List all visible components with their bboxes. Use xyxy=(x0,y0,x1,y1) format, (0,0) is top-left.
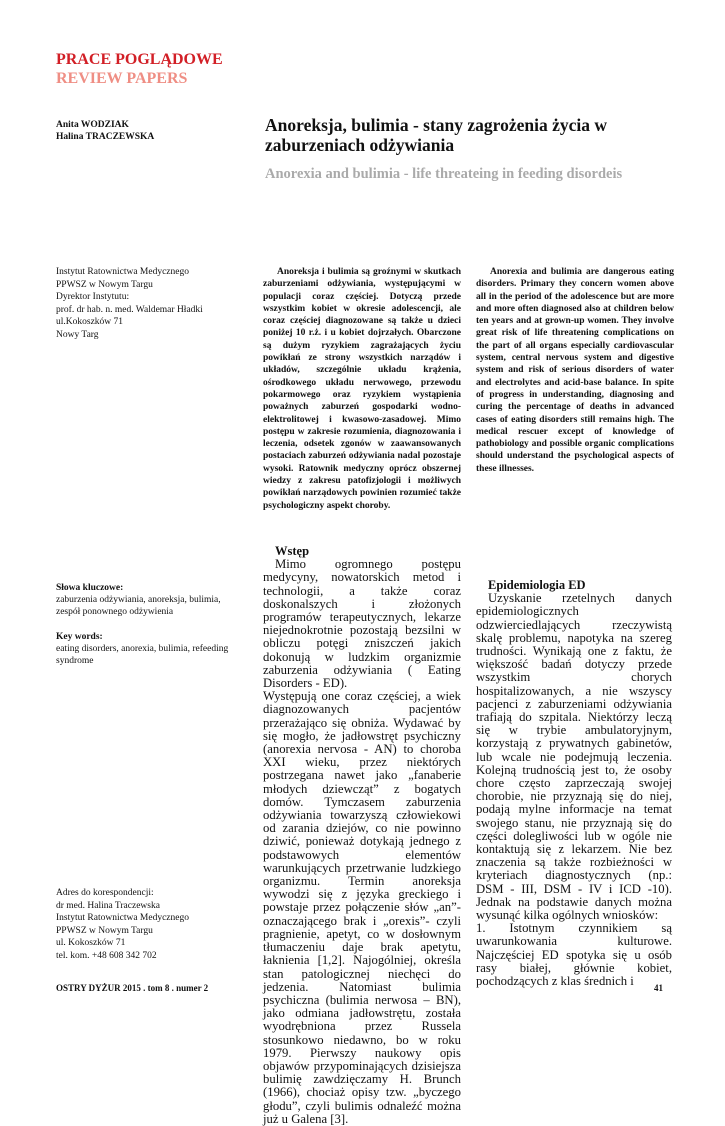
body-column-1 xyxy=(263,545,461,1126)
keywords-en-text: eating disorders, anorexia, bulimia, refeeding syndrome xyxy=(56,643,229,667)
section-title-en: REVIEW PAPERS xyxy=(56,70,188,87)
abstract-en: Anorexia and bulimia are dangerous eating disorders. Primary they concern women above all in the period of the adolescence but are more and more often diagnosed also at children below ten years and at grown-up women. They involve great risk of life threatening complications on the part of all organs especially cardiovascular system, central nervous system and digestive system and risk of serious disorders of water and electrolytes and acid-base balance. In spite of progress in understanding, diagnosing and curing the percentage of deaths in advanced cases of eating disorders still remains high. The medical rescuer except of knowledge of pathobiology and possible organic complications should understand the psychological aspects of these illnesses. xyxy=(476,267,674,474)
author-1: Anita WODZIAK xyxy=(56,120,129,130)
institution-line: PPWSZ w Nowym Targu xyxy=(56,279,153,290)
epidemiology-paragraph-2: 1. Istotnym czynnikiem są uwarunkowania kulturowe. Najczęściej ED spotyka się u osób rasy białej, głównie kobiet, pochodzących z klas średnich i xyxy=(476,921,672,989)
abstract-pl: Anoreksja i bulimia są groźnymi w skutkach zaburzeniami odżywiania, występującymi w populacji coraz częściej. Dotyczą przede wszystkim kobiet w okresie adolescencji, ale coraz częściej diagnozowane są także u dzieci poniżej 10 r.ż. i u kobiet dojrzałych. Obarczone są dużym ryzykiem zagrażających życiu powikłań ze strony wszystkich narządów i układów, szczególnie układu krążenia, ośrodkowego układu nerwowego, przewodu pokarmowego oraz ryzykiem wystąpienia poważnych zaburzeń gospodarki wodno-elektrolitowej i kwasowo-zasadowej. Mimo postępu w zakresie rozumienia, diagnozowania i leczenia, odsetek zgonów w zaawansowanych postaciach zaburzeń odżywiania nadal pozostaje wysoki. Ratownik medyczny oprócz obszernej wiedzy z zakresu patofizjologii i możliwych powikłań narządowych powinien rozumieć także psychologiczny aspekt choroby. xyxy=(263,267,461,511)
intro-paragraph-2: Występują one coraz częściej, a wiek diagnozowanych pacjentów przerażająco się obniża. Wydawać by się mogło, że jadłowstręt psychiczny (anorexia nervosa - AN) to choroba XXI wieku, przez niektórych postrzegana nawet jako „fanaberie młodych dziewcząt” z bogatych domów. Tymczasem zaburzenia odżywiania towarzyszą człowiekowi od zarania dziejów, co nie powinno dziwić, ponieważ dotykają jednego z podstawowych elementów warunkujących przetrwanie ludzkiego organizmu. Termin anoreksja wywodzi się z języka greckiego i powstaje przez połączenie słów „an”-oznaczającego brak i „orexis”- czyli pragnienie, apetyt, co w dosłownym tłumaczeniu daje brak apetytu, łaknienia [1,2]. Najogólniej, określa stan patologicznej niechęci do jedzenia. Natomiast bulimia psychiczna (bulimia nerwosa – BN), jako odmiana jadłowstrętu, została wyodrębniona przez Russela stosunkowo niedawno, bo w roku 1979. Pierwszy naukowy opis objawów przypominających dzisiejsza bulimię zawdzięczamy H. Brunch (1966), chociaż opisy tzw. „byczego głodu”, czyli bulimis odnaleźć można już u Galena [3]. xyxy=(263,689,461,1126)
intro-paragraph-1: Mimo ogromnego postępu medycyny, nowatorskich metod i technologii, a także coraz doskonalszych i złożonych programów terapeutycznych, lekarze niejednokrotnie pozostają bezsilni w obliczu potęgi zniszczeń jakich dokonują w ludzkim organizmie zaburzenia odżywiania ( Eating Disorders - ED). xyxy=(263,557,461,691)
correspondence-block xyxy=(56,887,246,963)
correspondence-line: ul. Kokoszków 71 xyxy=(56,938,126,949)
institution-block xyxy=(56,266,246,342)
author-2: Halina TRACZEWSKA xyxy=(56,132,155,142)
authors xyxy=(56,119,154,143)
keywords-en-label: Key words: xyxy=(56,631,103,642)
keywords-pl-text: zaburzenia odżywiania, anoreksja, bulimia, zespół ponownego odżywienia xyxy=(56,595,221,618)
section-title-pl: PRACE POGLĄDOWE xyxy=(56,51,223,68)
correspondence-line: Instytut Ratownictwa Medycznego xyxy=(56,913,189,924)
body-column-2 xyxy=(476,545,672,988)
article-title: Anoreksja, bulimia - stany zagrożenia życia w zaburzeniach odżywiania xyxy=(265,115,608,155)
footer-journal: OSTRY DYŻUR 2015 . tom 8 . numer 2 xyxy=(56,983,209,993)
institution-line: Dyrektor Instytutu: xyxy=(56,292,130,303)
article-subtitle: Anorexia and bulimia - life threateing in feeding disordeis xyxy=(265,166,623,182)
correspondence-line: tel. kom. +48 608 342 702 xyxy=(56,950,157,961)
intro-heading: Wstęp xyxy=(275,544,310,558)
footer-page-number: 41 xyxy=(654,983,663,993)
institution-line: ul.Kokoszków 71 xyxy=(56,317,124,328)
correspondence-line: Adres do korespondencji: xyxy=(56,888,154,898)
keywords-pl-label: Słowa kluczowe: xyxy=(56,583,124,593)
epidemiology-heading: Epidemiologia ED xyxy=(488,578,586,592)
correspondence-line: PPWSZ w Nowym Targu xyxy=(56,925,153,936)
epidemiology-paragraph-1: Uzyskanie rzetelnych danych epidemiologicznych odzwierciedlających rzeczywistą skalę problemu, napotyka na szereg trudności. Wynikają one z faktu, że większość badań dotyczy przede wszystkim chorych hospitalizowanych, a nie wszyscy pacjenci z zaburzeniami odżywiania trafiają do szpitala. Niektórzy leczą się w trybie ambulatoryjnym, korzystają z prywatnych gabinetów, lub wcale nie podejmują leczenia. Kolejną trudnością jest to, że osoby chore często zaprzeczają swojej chorobie, nie przyznają się do niej, podają mylne informacje na temat swojego stanu, nie przyznają się do części dolegliwości lub w ogóle nie kontaktują się z lekarzem. Nie bez znaczenia są także rozbieżności w kryteriach diagnostycznych (np.: DSM - III, DSM - IV i ICD -10). Jednak na podstawie danych można wysunąć kilka ogólnych wniosków: xyxy=(476,591,672,923)
institution-line: Instytut Ratownictwa Medycznego xyxy=(56,267,189,277)
correspondence-line: dr med. Halina Traczewska xyxy=(56,900,160,911)
keywords-block xyxy=(56,582,246,667)
institution-line: Nowy Targ xyxy=(56,329,99,340)
institution-line: prof. dr hab. n. med. Waldemar Hładki xyxy=(56,304,203,315)
